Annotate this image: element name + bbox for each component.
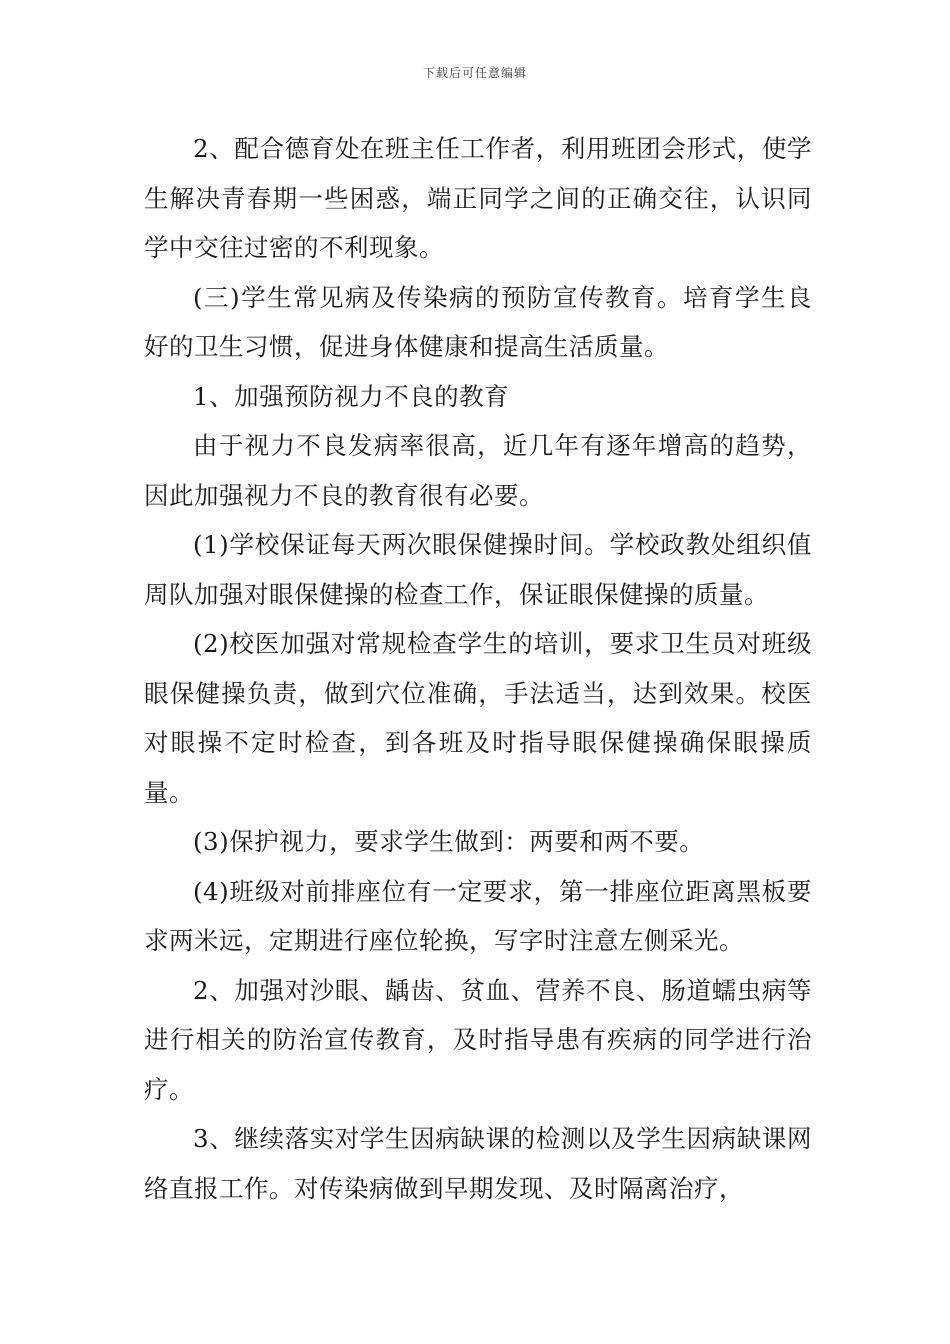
paragraph-item-3-protect-vision: (3)保护视力，要求学生做到：两要和两不要。 — [193, 827, 705, 856]
document-body — [144, 124, 812, 1213]
paragraph-disease-prevention: 2、加强对沙眼、龋齿、贫血、营养不良、肠道蠕虫病等进行相关的防治宣传教育，及时指导患有疾病的同学进行治疗。 — [144, 975, 812, 1104]
paragraph-vision-education-heading: 1、加强预防视力不良的教育 — [193, 381, 510, 411]
page-header: 下载后可任意编辑 — [422, 66, 527, 80]
paragraph-vision-rate: 由于视力不良发病率很高，近几年有逐年增高的趋势，因此加强视力不良的教育很有必要。 — [144, 431, 812, 510]
paragraph-item-4-seating: (4)班级对前排座位有一定要求，第一排座位距离黑板要求两米远，定期进行座位轮换，写字时注意左侧采光。 — [144, 876, 812, 955]
paragraph-absence-monitoring: 3、继续落实对学生因病缺课的检测以及学生因病缺课网络直报工作。对传染病做到早期发现、及时隔离治疗， — [144, 1124, 812, 1203]
paragraph-item-1-eye-exercise: (1)学校保证每天两次眼保健操时间。学校政教处组织值周队加强对眼保健操的检查工作，保证眼保健操的质量。 — [144, 530, 812, 609]
paragraph-cooperate-moral-education: 2、配合德育处在班主任工作者，利用班团会形式，使学生解决青春期一些困惑，端正同学之间的正确交往，认识同学中交往过密的不利现象。 — [144, 134, 812, 262]
paragraph-item-2-school-doctor: (2)校医加强对常规检查学生的培训，要求卫生员对班级眼保健操负责，做到穴位准确，手法适当，达到效果。校医对眼操不定时检查，到各班及时指导眼保健操确保眼操质量。 — [144, 629, 812, 807]
paragraph-section-three-heading: (三)学生常见病及传染病的预防宣传教育。培育学生良好的卫生习惯，促进身体健康和提高生活质量。 — [144, 282, 812, 361]
